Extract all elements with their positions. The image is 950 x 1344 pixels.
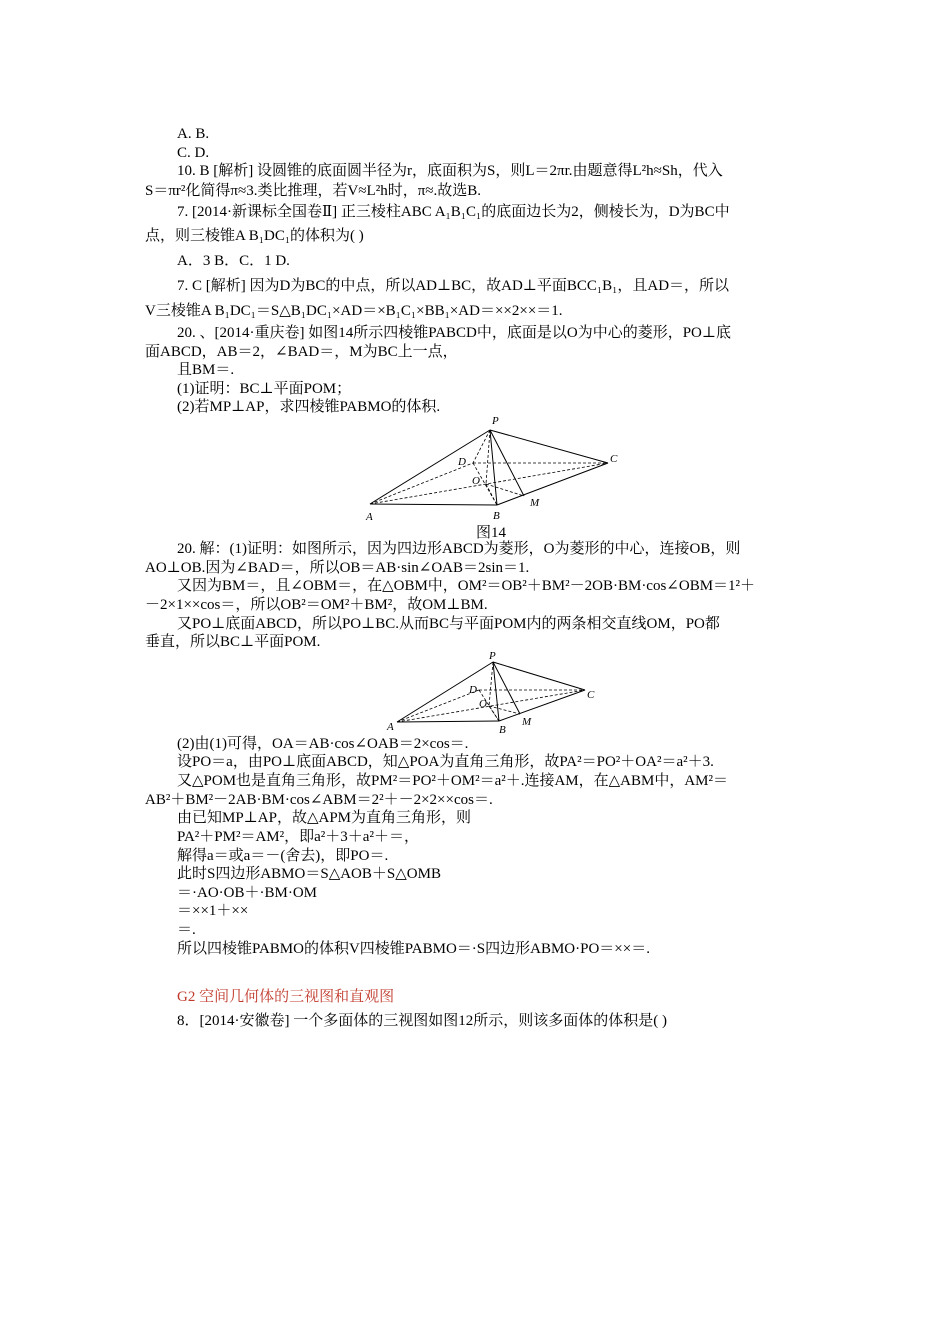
text-line: AO⊥OB.因为∠BAD＝，所以OB＝AB·sin∠OAB＝2sin＝1. [145,560,530,576]
figure-caption: 图14 [476,525,507,541]
label-c: C [610,453,618,465]
text-line: 20. 解：(1)证明：如图所示，因为四边形ABCD为菱形，O为菱形的中心，连接OB，则 [177,541,741,557]
label-a: A [366,511,373,523]
text-line: 又因为BM＝，且∠OBM＝，在△OBM中，OM²＝OB²＋BM²－2OB·BM·cos∠OBM＝1²＋ [177,578,756,594]
label-d: D [469,684,477,696]
pyramid-figure-14 [360,412,630,524]
label-o: O [472,475,480,487]
label-c: C [587,689,595,701]
text-line: 设PO＝a，由PO⊥底面ABCD，知△POA为直角三角形，故PA²＝PO²＋OA²＝a²＋3. [177,754,714,770]
text-line: 面ABCD，AB＝2，∠BAD＝，M为BC上一点， [145,344,458,360]
text-line: AB²＋BM²－2AB·BM·cos∠ABM＝2²＋－2×2××cos＝. [145,792,493,808]
label-d: D [458,456,466,468]
text-line: 解得a＝或a＝－(舍去)，即PO＝. [177,848,389,864]
text-line: 所以四棱锥PABMO的体积V四棱锥PABMO＝·S四边形ABMO·PO＝××＝. [177,941,650,957]
pyramid-figure-solution [383,648,603,734]
text-line: (1)证明：BC⊥平面POM； [177,381,352,397]
text-line: ＝. [177,922,196,938]
label-b: B [493,510,500,522]
label-a: A [387,721,394,733]
text-line: (2)若MP⊥AP，求四棱锥PABMO的体积. [177,399,441,415]
text-line: V三棱锥A B₁DC₁＝S△B₁DC₁×AD＝×B₁C₁×BB₁×AD＝××2××＝1. [145,303,563,319]
text-line: 点，则三棱锥A B₁DC₁的体积为( ) [145,228,364,244]
section-heading: G2 空间几何体的三视图和直观图 [177,989,395,1005]
label-p: P [492,415,499,427]
label-o: O [479,698,487,710]
text-line: －2×1××cos＝，所以OB²＝OM²＋BM²，故OM⊥BM. [145,597,488,613]
text-line: (2)由(1)可得，OA＝AB·cos∠OAB＝2×cos＝. [177,736,469,752]
text-line: 又PO⊥底面ABCD，所以PO⊥BC.从而BC与平面POM内的两条相交直线OM，PO都 [177,616,720,632]
text-line: 且BM＝. [177,362,235,378]
text-line: 7. [2014·新课标全国卷Ⅱ] 正三棱柱ABC A₁B₁C₁的底面边长为2，侧棱长为，D为BC中 [177,204,730,220]
text-line: 10. B [解析] 设圆锥的底面圆半径为r，底面积为S，则L＝2πr.由题意得L²h≈Sh，代入 [177,163,723,179]
text-line: 7. C [解析] 因为D为BC的中点，所以AD⊥BC，故AD⊥平面BCC₁B₁，且AD＝，所以 [177,278,730,294]
text-line: 垂直，所以BC⊥平面POM. [145,634,321,650]
text-line: 此时S四边形ABMO＝S△AOB＋S△OMB [177,866,441,882]
label-p: P [489,650,496,662]
text-line: 20. 、[2014·重庆卷] 如图14所示四棱锥PABCD中，底面是以O为中心的菱形，PO⊥底 [177,325,731,341]
label-b: B [499,724,506,734]
text-line: ＝××1＋×× [177,903,249,919]
text-line: ＝·AO·OB＋·BM·OM [177,885,317,901]
text-line: 由已知MP⊥AP，故△APM为直角三角形，则 [177,810,472,826]
text-line: 8．[2014·安徽卷] 一个多面体的三视图如图12所示，则该多面体的体积是( ) [177,1013,667,1029]
text-line: S＝πr²化简得π≈3.类比推理，若V≈L²h时，π≈.故选B. [145,183,482,199]
label-m: M [522,716,532,728]
text-line: A．3 B．C．1 D. [177,253,290,269]
label-m: M [530,497,540,509]
text-line: 又△POM也是直角三角形，故PM²＝PO²＋OM²＝a²＋.连接AM，在△ABM中，AM²＝ [177,773,729,789]
text-line: C. D. [177,145,210,161]
text-line: PA²＋PM²＝AM²，即a²＋3＋a²＋＝， [177,829,419,845]
text-line: A. B. [177,126,210,142]
